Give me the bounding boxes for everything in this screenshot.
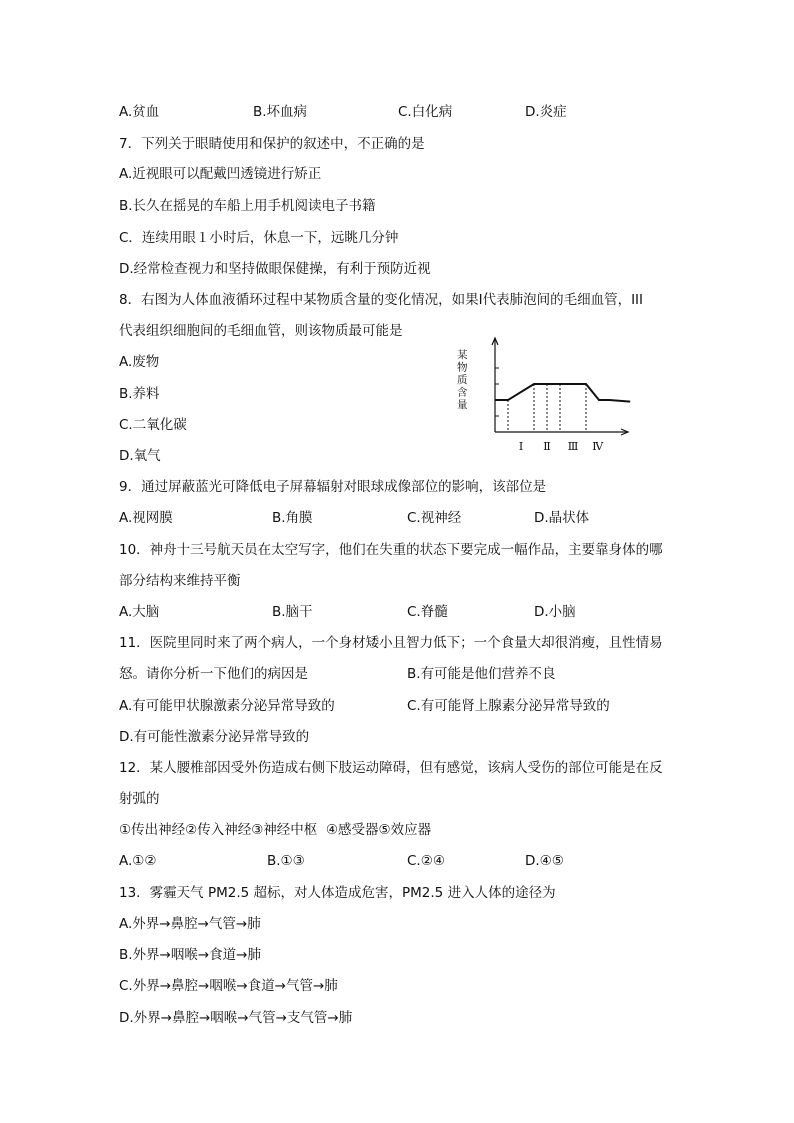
q7-option-c: C．连续用眼１小时后，休息一下，远眺几分钟 [119,230,399,246]
q13-option-b: B.外界→咽喉→食道→肺 [119,947,261,963]
q10-stem-line2: 部分结构来维持平衡 [119,573,241,589]
q13-option-a: A.外界→鼻腔→气管→肺 [119,916,261,932]
q6-option-b: B.坏血病 [253,104,308,120]
q13-option-d: D.外界→鼻腔→咽喉→气管→支气管→肺 [119,1010,353,1026]
q7-option-d: D.经常检查视力和坚持做眼保健操，有利于预防近视 [119,261,431,277]
x-tick-label: Ⅱ [543,440,551,453]
q9-option-c: C.视神经 [407,510,462,526]
q6-option-d: D.炎症 [525,104,567,120]
q8-option-d: D.氧气 [119,448,161,464]
q13-option-c: C.外界→鼻腔→咽喉→食道→气管→肺 [119,978,338,994]
q10-option-b: B.脑干 [272,604,313,620]
q12-stem-line1: 12．某人腰椎部因受外伤造成右侧下肢运动障碍，但有感觉，该病人受伤的部位可能是在反 [119,760,663,776]
q11-option-a: A.有可能甲状腺激素分泌异常导致的 [119,698,335,714]
q10-option-d: D.小脑 [534,604,576,620]
q12-option-a: A.①② [119,853,157,869]
q11-option-d: D.有可能性激素分泌异常导致的 [119,729,310,745]
q10-option-a: A.大脑 [119,604,160,620]
x-tick-label: Ⅰ [518,440,524,453]
y-axis-label-char: 量 [457,399,468,411]
q7-option-a: A.近视眼可以配戴凹透镜进行矫正 [119,166,322,182]
y-axis-label-char: 含 [457,386,468,399]
q9-option-d: D.晶状体 [534,510,590,526]
q12-option-b: B.①③ [267,853,305,869]
y-axis-label-char: 质 [457,374,468,386]
q11-option-b: B.有可能是他们营养不良 [407,666,556,682]
q8-option-b: B.养料 [119,386,160,402]
q11-stem-line2: 怒。请你分析一下他们的病因是 [119,666,308,682]
chart-guides [508,384,586,432]
y-axis-label-char: 物 [457,361,468,374]
q10-stem-line1: 10．神舟十三号航天员在太空写字，他们在失重的状态下要完成一幅作品，主要靠身体的哪 [119,542,663,558]
q7-option-b: B.长久在摇晃的车船上用手机阅读电子书籍 [119,198,376,214]
q7-stem: 7．下列关于眼睛使用和保护的叙述中，不正确的是 [119,136,425,152]
q12-option-c: C.②④ [407,853,445,869]
q9-option-a: A.视网膜 [119,510,173,526]
q10-option-c: C.脊髓 [407,604,448,620]
q6-option-a: A.贫血 [119,104,160,120]
x-tick-label: Ⅲ [567,440,579,453]
q9-stem: 9．通过屏蔽蓝光可降低电子屏幕辐射对眼球成像部位的影响，该部位是 [119,479,547,495]
q13-stem: 13．雾霾天气 PM2.5 超标，对人体造成危害，PM2.5 进入人体的途径为 [119,885,556,901]
q12-item-list: ①传出神经②传入神经③神经中枢 ④感受器⑤效应器 [119,822,432,838]
chart-y-axis-label [457,348,468,411]
q11-stem-line1: 11．医院里同时来了两个病人，一个身材矮小且智力低下；一个食量大却很消瘦，且性情易 [119,635,663,651]
q8-stem-line2: 代表组织细胞间的毛细血管，则该物质最可能是 [119,323,403,339]
q8-option-a: A.废物 [119,354,160,370]
y-axis-label-char: 某 [457,349,468,361]
q8-option-c: C.二氧化碳 [119,417,187,433]
q11-option-c: C.有可能肾上腺素分泌异常导致的 [407,698,610,714]
chart-series-line [495,384,630,402]
q6-option-c: C.白化病 [398,104,453,120]
substance-content-chart [443,330,633,460]
x-tick-label: Ⅳ [592,440,604,453]
q12-stem-line2: 射弧的 [119,791,160,807]
q9-option-b: B.角膜 [272,510,313,526]
chart-x-labels [519,440,604,453]
q12-option-d: D.④⑤ [525,853,564,869]
q8-stem-line1: 8．右图为人体血液循环过程中某物质含量的变化情况，如果Ⅰ代表肺泡间的毛细血管，III [119,292,644,308]
